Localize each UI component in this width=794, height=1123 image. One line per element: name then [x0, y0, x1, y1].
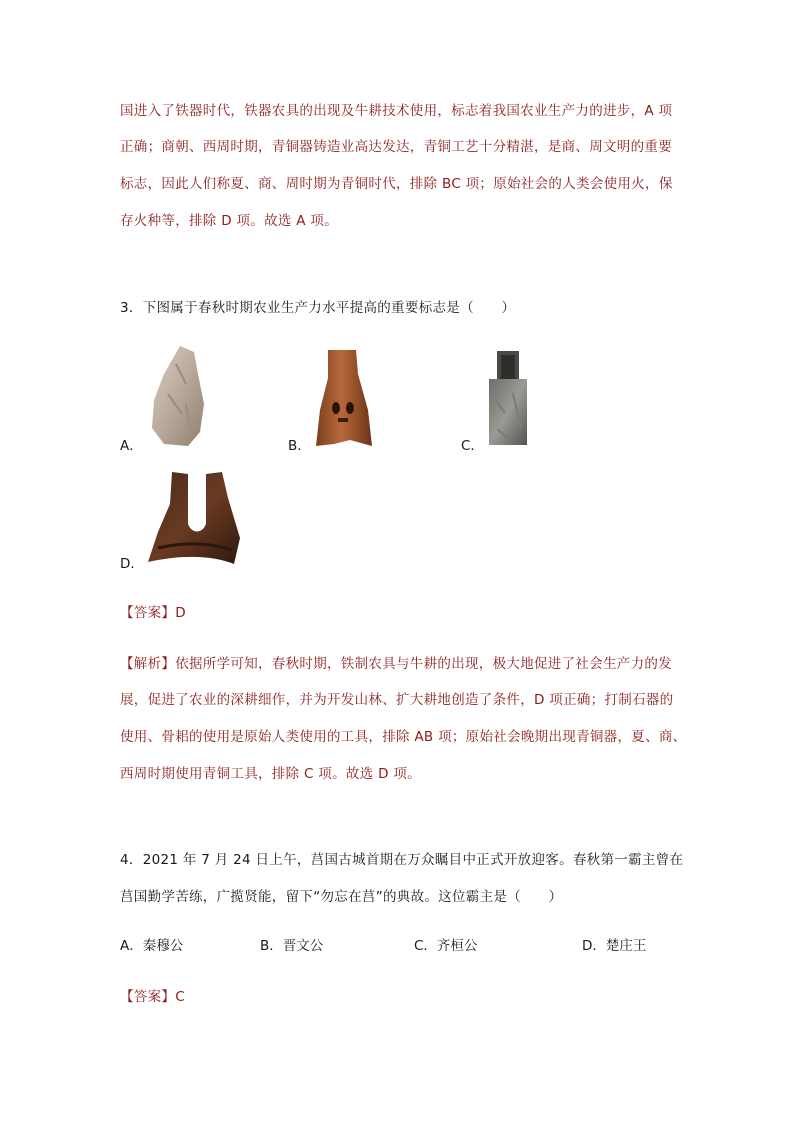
q4-stem-line-1: 4．2021 年 7 月 24 日上午，莒国古城首期在万众瞩目中正式开放迎客。春秋第一霸主曾在 — [120, 852, 684, 868]
q4-option-a: A．秦穆公 — [120, 938, 184, 954]
q3-option-d-label: D． — [120, 556, 144, 572]
prev-explanation-line-3: 标志，因此人们称夏、商、周时期为青铜时代，排除 BC 项；原始社会的人类会使用火，保 — [120, 176, 673, 192]
q4-option-b: B．晋文公 — [260, 938, 324, 954]
bronze-spade-image — [487, 349, 529, 447]
q3-analysis-line-4: 西周时期使用青铜工具，排除 C 项。故选 D 项。 — [120, 766, 421, 782]
q3-analysis-line-3: 使用、骨耜的使用是原始人类使用的工具，排除 AB 项；原始社会晚期出现青铜器，夏、商、 — [120, 729, 687, 745]
answer-tag: 【答案】 — [120, 605, 176, 621]
chipped-stone-tool-image — [146, 344, 206, 448]
q3-analysis-line-2: 展，促进了农业的深耕细作，并为开发山林、扩大耕地创造了条件，D 项正确；打制石器的 — [120, 692, 674, 708]
q4-stem-line-2: 莒国勤学苦练，广揽贤能，留下“勿忘在莒”的典故。这位霸主是（ ） — [120, 889, 563, 905]
q3-option-b-label: B． — [288, 438, 311, 454]
q3-stem: 3．下图属于春秋时期农业生产力水平提高的重要标志是（ ） — [120, 300, 516, 316]
q4-option-d: D．楚庄王 — [582, 938, 647, 954]
answer-value: D — [175, 605, 186, 621]
analysis-tag: 【解析】 — [120, 656, 176, 672]
prev-explanation-line-4: 存火种等，排除 D 项。故选 A 项。 — [120, 213, 338, 229]
q3-answer — [120, 601, 186, 621]
q3-analysis-line-1 — [120, 652, 672, 672]
answer-value: C — [175, 989, 185, 1005]
bone-spade-image — [312, 348, 374, 448]
iron-sickle-hoe-image — [144, 468, 242, 566]
analysis-text: 依据所学可知，春秋时期，铁制农具与牛耕的出现，极大地促进了社会生产力的发 — [175, 656, 673, 672]
q4-answer — [120, 985, 185, 1005]
prev-explanation-line-1: 国进入了铁器时代，铁器农具的出现及牛耕技术使用，标志着我国农业生产力的进步，A 项 — [120, 103, 673, 119]
q3-option-a-label: A． — [120, 438, 143, 454]
q4-option-c: C．齐桓公 — [414, 938, 478, 954]
answer-tag: 【答案】 — [120, 989, 176, 1005]
q3-option-c-label: C． — [461, 438, 484, 454]
prev-explanation-line-2: 正确；商朝、西周时期，青铜器铸造业高达发达，青铜工艺十分精湛，是商、周文明的重要 — [120, 139, 672, 155]
